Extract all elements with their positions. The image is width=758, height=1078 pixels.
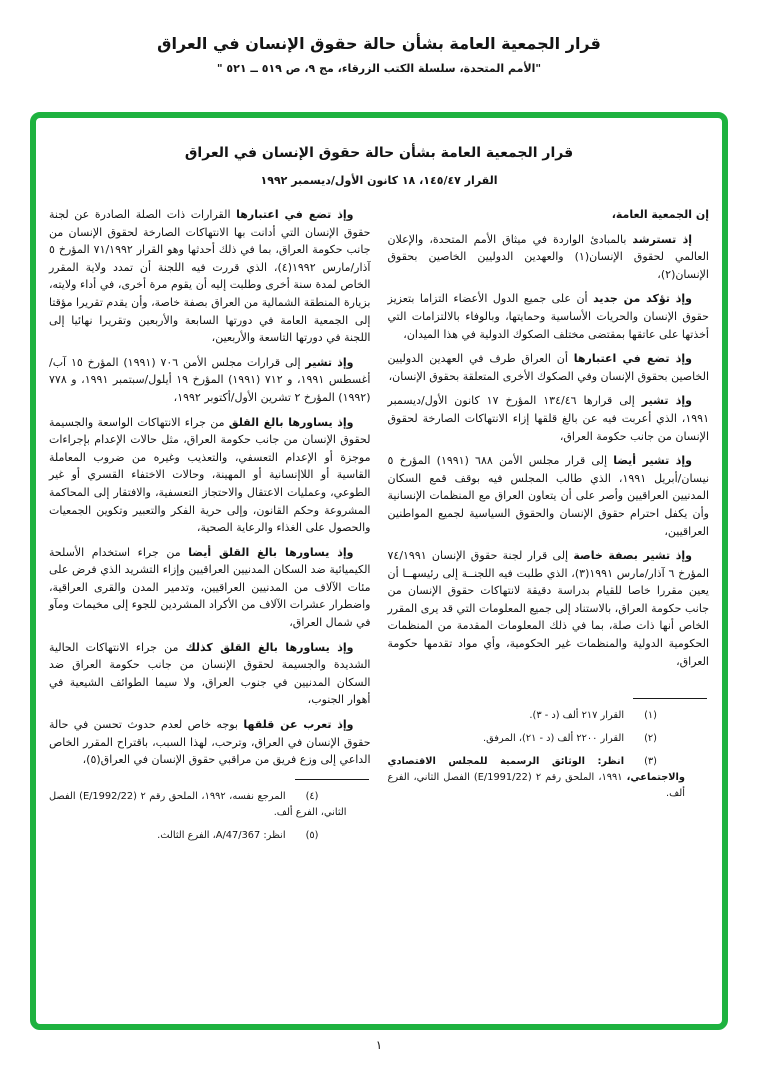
preamble-paragraph: [49, 414, 371, 537]
two-column-body: [36, 187, 722, 850]
paragraph-text: من جراء الانتهاكات الحالية الشديدة والجسيمة لحقوق الإنسان من جانب حكومة العراق ضد السكان المدنيين في جنوب العراق، ولا سيما الطوائف الشيعية في أهوار الجنوب،: [49, 640, 371, 707]
preamble-paragraph: [388, 290, 710, 343]
footnote: [49, 789, 371, 821]
preamble-paragraph: [49, 639, 371, 709]
paragraph-text: بالمبادئ الواردة في ميثاق الأمم المتحدة، والإعلان العالمي لحقوق الإنسان(١) والعهدين الدوليين الخاصين بحقوق الإنسان(٢)،: [387, 232, 709, 281]
page-number: ١: [375, 1038, 383, 1052]
preamble-paragraph: [49, 716, 371, 769]
page-header: [0, 34, 758, 75]
footnote-separator: [295, 779, 369, 780]
paragraph-lead: وإذ يساورها بالغ القلق أيضا: [188, 545, 354, 559]
paragraph-text: من جراء الانتهاكات الواسعة والجسيمة لحقوق الإنسان من جانب حكومة العراق، مثل حالات الإعدام بإجراءات موجزة أو الإعدام التعسفي، والتعذيب وغيره من ضروب المعاملة القاسية أو اللاإنسانية أو المهينة، وحالات الاختفاء القسري أو غير الطوعي، وعمليات الاعتقال والاحتجاز التعسفية، والافتقار إلى المحاكمة المشروعة وحكم القانون، وإلى حرية الفكر والتعبير وتكوين الجمعيات والحصول على الغذاء والرعاية الصحية،: [49, 415, 371, 535]
preamble-paragraph: [388, 231, 710, 284]
footnote: [388, 754, 710, 802]
paragraph-lead: إذ تسترشد: [632, 232, 692, 246]
paragraph-lead: وإذ تضع في اعتبارها: [236, 208, 354, 221]
paragraph-lead: وإذ تشير: [305, 355, 354, 369]
left-column: [49, 206, 371, 850]
footnote: [49, 828, 371, 844]
footnote: [388, 731, 710, 747]
footnotes-right-column: [388, 698, 710, 801]
preamble-paragraph: [49, 354, 371, 407]
footnote-separator: [633, 698, 707, 699]
paragraph-lead: وإذ تعرب عن قلقها: [243, 718, 354, 732]
preamble-paragraph: [388, 392, 710, 445]
footnote-number: (٤): [305, 790, 319, 802]
source-citation: "الأمم المتحدة، سلسلة الكتب الزرقاء، مج ٩، ص ٥١٩ ــ ٥٢١ ": [216, 62, 542, 75]
footnote-number: (٢): [644, 733, 657, 745]
paragraph-text: إلى قرار لجنة حقوق الإنسان ٧٤/١٩٩١ المؤرخ ٦ آذار/مارس ١٩٩١(٣)، الذي طلبت فيه اللجنــة إلى رئيسهــا أن يعين مقررا خاصا للقيام بدراسة دقيقة لانتهاكات حقوق الإنسان من جانب حكومة العراق، بالاستناد إلى جميع المعلومات التي قد يرى المقرر الخاص أنها ذات صلة، بما في ذلك المعلومات المقدمة من المنظمات الحكومية الدولية والمنظمات غير الحكومية، وأي مواد تقدمها حكومة العراق،: [387, 549, 709, 668]
paragraph-text: إلى قرار مجلس الأمن ٦٨٨ (١٩٩١) المؤرخ ٥ نيسان/أبريل ١٩٩١، الذي طالب المجلس فيه بوقف قمع السكان المدنيين العراقيين وأصر على أن يتعاون العراق مع المنظمات الإنسانية وأن يكفل احترام حقوق الإنسان والحقوق السياسية لجميع المواطنين العراقيين،: [387, 454, 710, 538]
resolution-title: قرار الجمعية العامة بشأن حالة حقوق الإنسان في العراق: [184, 145, 574, 161]
document-heading: قرار الجمعية العامة بشأن حالة حقوق الإنسان في العراق: [157, 34, 601, 53]
footnote: [388, 708, 710, 724]
paragraph-text: إلى قرارها ١٣٤/٤٦ المؤرخ ١٧ كانون الأول/ديسمبر ١٩٩١، الذي أعربت فيه عن بالغ قلقها إزاء الانتهاكات الصارخة لحقوق الإنسان من جانب حكومة العراق،: [387, 394, 709, 443]
paragraph-lead: وإذ تشير أيضا: [613, 454, 692, 468]
footnote-lead: انظر: الوثائق الرسمية للمجلس الاقتصادي والاجتماعي،: [387, 755, 685, 783]
resolution-number-date: القرار ١٤٥/٤٧، ١٨ كانون الأول/ديسمبر ١٩٩٢: [260, 174, 498, 187]
paragraph-lead: وإذ يساورها بالغ القلق: [228, 415, 354, 429]
footnote-text: انظر: A/47/367، الفرع الثالث.: [157, 829, 286, 841]
right-column: [388, 206, 710, 809]
preamble-paragraph: [388, 452, 710, 540]
paragraph-text: أن على جميع الدول الأعضاء التزاما بتعزيز حقوق الإنسان والحريات الأساسية وحمايتها، وبالوفاء بالالتزامات التي أخذتها على عاتقها بمقتضى مختلف الصكوك الدولية في هذا الميدان،: [387, 292, 709, 341]
paragraph-lead: وإذ تشير بصفة خاصة: [573, 549, 692, 563]
paragraph-text: القرارات ذات الصلة الصادرة عن لجنة حقوق الإنسان التي أدانت بها الانتهاكات الصارخة لحقوق الإنسان من جانب حكومة العراق، بما في ذلك أحدثها وهو القرار ٧١/١٩٩٢ المؤرخ ٥ آذار/مارس ١٩٩٢(٤)، الذي قررت فيه اللجنة أن تمدد ولاية المقرر الخاص لمدة سنة أخرى وطلبت إليه أن يقوم مرة أخرى، في أداء ولايته، بزيارة المنطقة الشمالية من العراق بصفة خاصة، وأن يقدم تقريرا مؤقتا إلى الجمعية العامة في دورتها السابعة والأربعين وتقريرا نهائيا إلى اللجنة في دورتها التاسعة والأربعين،: [49, 208, 371, 345]
footnote-text: المرجع نفسه، ١٩٩٢، الملحق رقم ٢ (E/1992/22) الفصل الثاني، الفرع ألف.: [49, 790, 347, 818]
paragraph-text: بوجه خاص لعدم حدوث تحسن في حالة حقوق الإنسان في العراق، وترحب، لهذا السبب، باقتراح المقرر الخاص الداعي إلى وزع فريق من مراقبي حقوق الإنسان في العراق(٥)،: [49, 718, 371, 767]
footnote-number: (١): [644, 710, 657, 722]
preamble-paragraph: [388, 547, 710, 670]
preamble-paragraph: [49, 206, 371, 347]
preamble-opening: إن الجمعية العامة،: [611, 208, 709, 221]
paragraph-text: إلى قرارات مجلس الأمن ٧٠٦ (١٩٩١) المؤرخ ١٥ آب/أغسطس ١٩٩١، و ٧١٢ (١٩٩١) المؤرخ ١٩ أيلول/سبتمبر ١٩٩١، و ٧٧٨ (١٩٩٢) المؤرخ ٢ تشرين الأول/أكتوبر ١٩٩٢،: [49, 355, 371, 404]
footnote-text: ١٩٩١، الملحق رقم ٢ (E/1991/22) الفصل الثاني، الفرع ألف.: [387, 771, 685, 799]
paragraph-text: أن العراق طرف في العهدين الدوليين الخاصين بحقوق الإنسان وفي الصكوك الأخرى المتعلقة بحقوق الإنسان،: [387, 352, 709, 383]
footnote-text: القرار ٢١٧ ألف (د - ٣).: [529, 710, 625, 722]
paragraph-lead: وإذ تؤكد من جديد: [593, 292, 692, 306]
paragraph-text: من جراء استخدام الأسلحة الكيميائية ضد السكان المدنيين العراقيين وإزاء التشريد الذي فرض على مئات الآلاف من المدنيين العراقيين، وتدمير المدن والقرى العراقية، واضطرار عشرات الآلاف من الأكراد المشردين للجوء إلى مخيمات ومآو في شمال العراق،: [49, 545, 371, 630]
preamble-paragraph: [49, 544, 371, 632]
resolution-frame: [30, 112, 728, 1030]
footnote-text: القرار ٢٢٠٠ ألف (د - ٢١)، المرفق.: [482, 733, 625, 745]
footnote-number: (٥): [305, 829, 319, 841]
footnotes-left-column: [49, 779, 371, 844]
paragraph-lead: وإذ يساورها بالغ القلق كذلك: [185, 640, 354, 654]
preamble-paragraph: [388, 350, 710, 385]
paragraph-lead: وإذ تشير: [641, 394, 692, 408]
footnote-number: (٣): [644, 755, 657, 767]
paragraph-lead: وإذ تضع في اعتبارها: [573, 352, 692, 366]
